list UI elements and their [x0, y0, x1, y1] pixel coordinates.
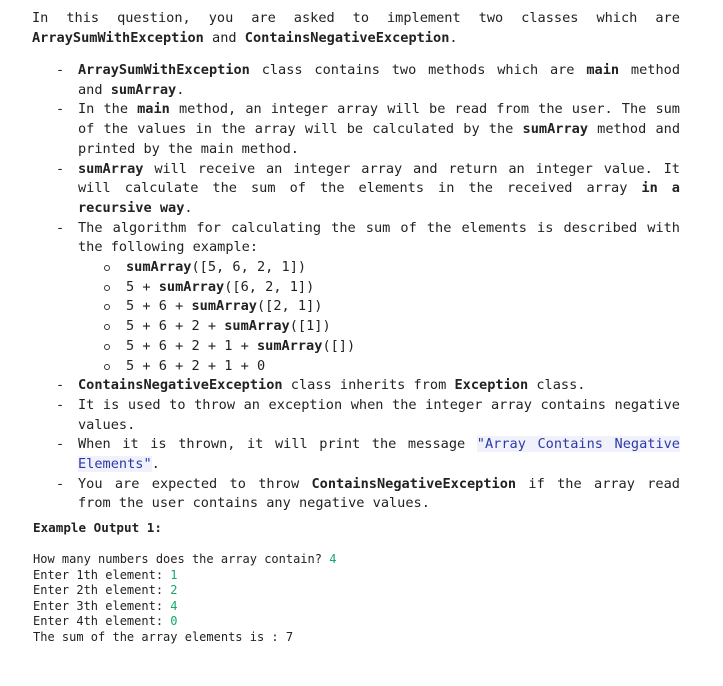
console-line — [33, 614, 336, 630]
intro-word: question, — [117, 10, 191, 26]
item-text: When it is thrown, it will print the message — [78, 436, 477, 453]
intro-word: you — [208, 10, 234, 26]
intro-word: In — [32, 10, 49, 26]
console-prompt: Enter 2th element: — [33, 583, 171, 598]
recursion-step — [102, 337, 680, 357]
code-term: sumArray — [191, 298, 257, 315]
step-text: 5 + 6 + — [126, 298, 192, 315]
item-text: The algorithm for calculating the sum of the elements is described with the following example: — [78, 219, 680, 256]
item-text: class. — [528, 377, 586, 394]
console-line — [33, 599, 336, 615]
item-text: In the — [78, 101, 138, 118]
requirements-list — [32, 61, 680, 514]
intro-word: classes — [521, 10, 579, 26]
item-text: You are expected to throw — [78, 475, 312, 492]
list-item — [32, 61, 680, 100]
console-prompt: Enter 1th element: — [33, 567, 171, 582]
class-name-arraysum: ArraySumWithException — [32, 30, 204, 46]
intro-word: to — [352, 10, 370, 26]
list-item — [32, 475, 680, 514]
question-body — [32, 8, 680, 514]
list-item — [32, 435, 680, 474]
recursion-step — [102, 297, 680, 317]
list-item — [32, 376, 680, 396]
code-term: main — [137, 101, 170, 118]
intro-paragraph — [32, 8, 680, 48]
recursion-step — [102, 357, 680, 377]
intro-text: and — [203, 30, 245, 46]
item-text: . — [184, 199, 193, 216]
step-text: ([6, 2, 1]) — [224, 278, 315, 295]
console-prompt: Enter 3th element: — [33, 598, 171, 613]
console-output — [33, 552, 336, 646]
intro-word: two — [478, 10, 504, 26]
list-item — [32, 160, 680, 219]
step-text: 5 + — [126, 278, 159, 295]
intro-word: implement — [387, 10, 461, 26]
recursion-step — [102, 317, 680, 337]
intro-text: . — [449, 30, 458, 46]
item-text: method, an integer array will be read from the user. The sum of the values in the array will be calculated by the — [78, 101, 680, 138]
intro-line-2 — [32, 28, 680, 48]
console-input: 4 — [329, 552, 337, 566]
intro-word: asked — [293, 10, 335, 26]
console-line — [33, 552, 336, 568]
emphasis: in a recursive way — [78, 180, 680, 216]
item-text: . — [176, 81, 185, 98]
list-item — [32, 100, 680, 159]
item-text: will receive an integer array and return an integer value. It will calculate the sum of the elements in the received array — [78, 160, 680, 197]
recursion-step — [102, 278, 680, 298]
code-term: sumArray — [256, 337, 323, 354]
step-text: ([]) — [322, 337, 356, 354]
console-line — [33, 583, 336, 599]
code-term: Exception — [454, 377, 529, 394]
list-item — [32, 219, 680, 377]
console-input: 0 — [170, 614, 178, 629]
intro-word: are — [251, 10, 276, 26]
item-text: . — [151, 456, 160, 473]
code-term: ContainsNegativeException — [78, 377, 283, 394]
recursion-step — [102, 258, 680, 278]
recursion-example-list — [78, 258, 680, 376]
item-text: method and printed by the main method. — [78, 121, 680, 157]
console-line — [33, 568, 336, 584]
intro-word: which — [596, 10, 638, 26]
exception-message: "Array Contains Negative Elements" — [78, 436, 680, 473]
code-term: sumArray — [158, 278, 225, 295]
item-text: method and — [78, 62, 681, 98]
item-text: if the array read from the user contains any negative values. — [78, 475, 680, 512]
example-title: Example Output 1: — [33, 520, 162, 535]
code-term: sumArray — [224, 318, 290, 335]
step-text: ([2, 1]) — [256, 298, 323, 315]
code-term: sumArray — [110, 81, 177, 98]
code-term: sumArray — [126, 259, 192, 276]
code-term: main — [586, 62, 620, 78]
code-term: ContainsNegativeException — [311, 475, 517, 492]
console-input: 2 — [170, 583, 178, 598]
item-text: class inherits from — [282, 377, 455, 394]
console-result: The sum of the array elements is : 7 — [33, 629, 294, 644]
step-text: ([1]) — [289, 318, 331, 335]
class-name-containsnegative: ContainsNegativeException — [244, 30, 450, 46]
intro-word: are — [655, 10, 680, 26]
list-item — [32, 396, 680, 435]
item-text: class contains two methods which are — [249, 62, 587, 78]
step-text: 5 + 6 + 2 + 1 + — [126, 337, 257, 354]
console-prompt: Enter 4th element: — [33, 614, 171, 629]
console-prompt: How many numbers does the array contain? — [33, 552, 330, 566]
code-term: sumArray — [78, 160, 144, 177]
intro-line-1 — [32, 8, 680, 28]
code-term: sumArray — [522, 121, 589, 138]
step-text: 5 + 6 + 2 + — [126, 318, 225, 335]
item-text: It is used to throw an exception when the integer array contains negative values. — [78, 396, 680, 433]
intro-word: this — [66, 10, 100, 26]
code-term: ArraySumWithException — [78, 62, 250, 78]
console-input: 4 — [170, 598, 178, 613]
step-text: ([5, 6, 2, 1]) — [191, 259, 307, 276]
step-text: 5 + 6 + 2 + 1 + 0 — [126, 357, 266, 374]
console-input: 1 — [170, 567, 178, 582]
